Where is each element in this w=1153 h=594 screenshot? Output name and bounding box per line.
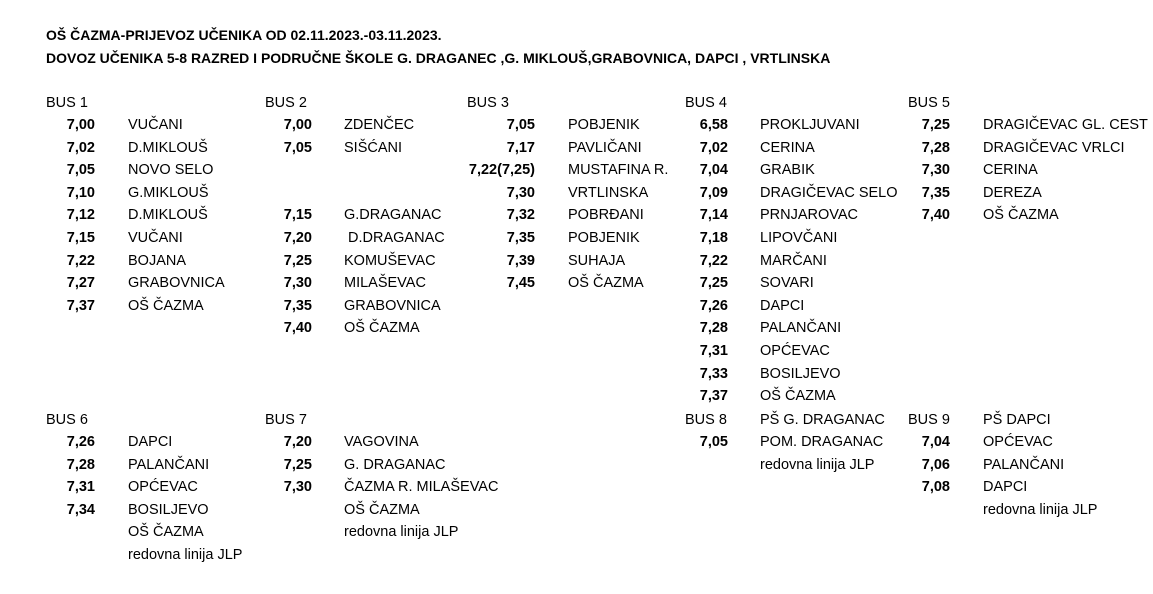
departure-time: 7,15: [66, 230, 95, 246]
stop-name: POM. DRAGANAC: [760, 434, 884, 450]
departure-time: 7,10: [66, 184, 95, 201]
document-subtitle: DOVOZ UČENIKA 5-8 RAZRED I PODRUČNE ŠKOLE G. DRAGANEC ,G. MIKLOUŠ,GRABOVNICA, DAPCI , VRTLINSKA: [46, 50, 831, 66]
stop-name: OPĆEVAC: [128, 479, 198, 496]
departure-time: 7,02: [66, 139, 95, 156]
stop-name: ZDENČEC: [344, 117, 415, 133]
departure-time: 7,30: [506, 184, 535, 201]
departure-time: 7,25: [921, 117, 950, 133]
departure-time: 7,35: [283, 297, 312, 314]
departure-time: 7,14: [699, 207, 728, 224]
stop-name: PAVLIČANI: [568, 139, 642, 156]
stop-name: OŠ ČAZMA: [760, 388, 836, 405]
stop-name: ČAZMA R. MILAŠEVAC: [344, 479, 499, 496]
departure-time: 7,17: [506, 139, 535, 156]
stop-name: POBRĐANI: [568, 207, 644, 224]
stop-name: PROKLJUVANI: [760, 117, 860, 133]
departure-time: 7,35: [506, 230, 535, 246]
bus-school-note: PŠ DAPCI: [983, 412, 1051, 428]
stop-name: PALANČANI: [983, 456, 1065, 473]
departure-time: 7,05: [283, 139, 312, 156]
stop-name: DRAGIČEVAC GL. CEST: [983, 117, 1148, 133]
departure-time: 7,08: [921, 479, 950, 496]
stop-name: OŠ ČAZMA: [344, 501, 420, 518]
stop-name: D.MIKLOUŠ: [128, 139, 208, 156]
stop-name: redovna linija JLP: [128, 547, 243, 563]
stop-name: BOSILJEVO: [128, 501, 209, 518]
stop-name: GRABOVNICA: [128, 275, 225, 292]
departure-time: 7,30: [283, 479, 312, 496]
departure-time: 7,04: [921, 434, 950, 450]
bus-label: BUS 5: [908, 95, 950, 111]
stop-name: VRTLINSKA: [568, 184, 649, 201]
stop-name: OŠ ČAZMA: [983, 207, 1059, 224]
departure-time: 7,30: [283, 275, 312, 292]
stop-name: MARČANI: [760, 252, 827, 269]
departure-time: 7,12: [66, 207, 95, 224]
stop-name: CERINA: [983, 162, 1038, 179]
departure-time: 7,05: [66, 162, 95, 179]
departure-time: 7,06: [921, 456, 950, 473]
stop-name: LIPOVČANI: [760, 230, 838, 246]
stop-name: GRABIK: [760, 162, 815, 179]
bus-label: BUS 2: [265, 95, 307, 111]
bus-label: BUS 6: [46, 412, 88, 428]
departure-time: 7,25: [283, 252, 312, 269]
departure-time: 7,40: [921, 207, 950, 224]
stop-name: DRAGIČEVAC VRLCI: [983, 139, 1125, 156]
stop-name: redovna linija JLP: [983, 501, 1098, 518]
bus-school-note: PŠ G. DRAGANAC: [760, 412, 885, 428]
departure-time: 7,22(7,25): [468, 162, 535, 179]
departure-time: 7,00: [283, 117, 312, 133]
departure-time: 7,31: [66, 479, 95, 496]
stop-name: SIŠĆANI: [344, 139, 403, 156]
departure-time: 7,18: [699, 230, 728, 246]
stop-name: BOSILJEVO: [760, 365, 841, 382]
stop-name: SUHAJA: [568, 252, 626, 269]
departure-time: 7,20: [283, 434, 312, 450]
departure-time: 7,26: [699, 297, 728, 314]
stop-name: D.MIKLOUŠ: [128, 207, 208, 224]
departure-time: 7,30: [921, 162, 950, 179]
departure-time: 7,40: [283, 320, 312, 337]
departure-time: 7,26: [66, 434, 95, 450]
departure-time: 7,28: [66, 456, 95, 473]
stop-name: OPĆEVAC: [760, 343, 830, 359]
departure-time: 7,35: [921, 184, 950, 201]
departure-time: 7,28: [699, 320, 728, 337]
stop-name: DAPCI: [128, 434, 173, 450]
departure-time: 7,04: [699, 162, 728, 179]
stop-name: PRNJAROVAC: [760, 207, 859, 224]
stop-name: G.MIKLOUŠ: [128, 184, 209, 201]
stop-name: OŠ ČAZMA: [128, 297, 204, 314]
stop-name: VUČANI: [128, 117, 183, 133]
bus-label: BUS 1: [46, 95, 88, 111]
stop-name: GRABOVNICA: [344, 297, 441, 314]
departure-time: 7,34: [66, 501, 95, 518]
stop-name: SOVARI: [760, 275, 814, 292]
stop-name: OPĆEVAC: [983, 434, 1053, 450]
departure-time: 7,22: [699, 252, 728, 269]
departure-time: 7,31: [699, 343, 728, 359]
stop-name: VUČANI: [128, 230, 183, 246]
departure-time: 7,22: [66, 252, 95, 269]
stop-name: D.DRAGANAC: [344, 230, 445, 246]
departure-time: 7,25: [283, 456, 312, 473]
departure-time: 6,58: [699, 117, 728, 133]
stop-name: POBJENIK: [568, 117, 640, 133]
stop-name: OŠ ČAZMA: [568, 275, 644, 292]
departure-time: 7,02: [699, 139, 728, 156]
stop-name: BOJANA: [128, 252, 187, 269]
departure-time: 7,33: [699, 365, 728, 382]
departure-time: 7,00: [66, 117, 95, 133]
stop-name: MUSTAFINA R.: [568, 162, 669, 179]
stop-name: OŠ ČAZMA: [128, 524, 204, 541]
departure-time: 7,27: [66, 275, 95, 292]
stop-name: NOVO SELO: [128, 162, 214, 179]
departure-time: 7,45: [506, 275, 535, 292]
stop-name: PALANČANI: [760, 320, 842, 337]
bus-label: BUS 9: [908, 412, 950, 428]
departure-time: 7,09: [699, 184, 728, 201]
departure-time: 7,25: [699, 275, 728, 292]
departure-time: 7,20: [283, 230, 312, 246]
bus-label: BUS 3: [467, 95, 509, 111]
stop-name: OŠ ČAZMA: [344, 320, 420, 337]
departure-time: 7,28: [921, 139, 950, 156]
stop-name: MILAŠEVAC: [344, 275, 426, 292]
departure-time: 7,15: [283, 207, 312, 224]
document-title: OŠ ČAZMA-PRIJEVOZ UČENIKA OD 02.11.2023.-03.11.2023.: [46, 27, 442, 43]
stop-name: G.DRAGANAC: [344, 207, 442, 224]
stop-name: redovna linija JLP: [760, 456, 875, 473]
stop-name: DRAGIČEVAC SELO: [760, 184, 898, 201]
stop-name: KOMUŠEVAC: [344, 252, 436, 269]
bus-label: BUS 8: [685, 412, 727, 428]
stop-name: CERINA: [760, 139, 815, 156]
stop-name: DAPCI: [983, 479, 1028, 496]
departure-time: 7,37: [66, 297, 95, 314]
departure-time: 7,32: [506, 207, 535, 224]
stop-name: DEREZA: [983, 184, 1042, 201]
departure-time: 7,05: [506, 117, 535, 133]
bus-label: BUS 4: [685, 95, 727, 111]
departure-time: 7,39: [506, 252, 535, 269]
bus-label: BUS 7: [265, 412, 307, 428]
stop-name: DAPCI: [760, 297, 805, 314]
departure-time: 7,37: [699, 388, 728, 405]
stop-name: VAGOVINA: [344, 434, 419, 450]
stop-name: redovna linija JLP: [344, 524, 459, 541]
departure-time: 7,05: [699, 434, 728, 450]
stop-name: POBJENIK: [568, 230, 640, 246]
stop-name: G. DRAGANAC: [344, 456, 446, 473]
stop-name: PALANČANI: [128, 456, 210, 473]
